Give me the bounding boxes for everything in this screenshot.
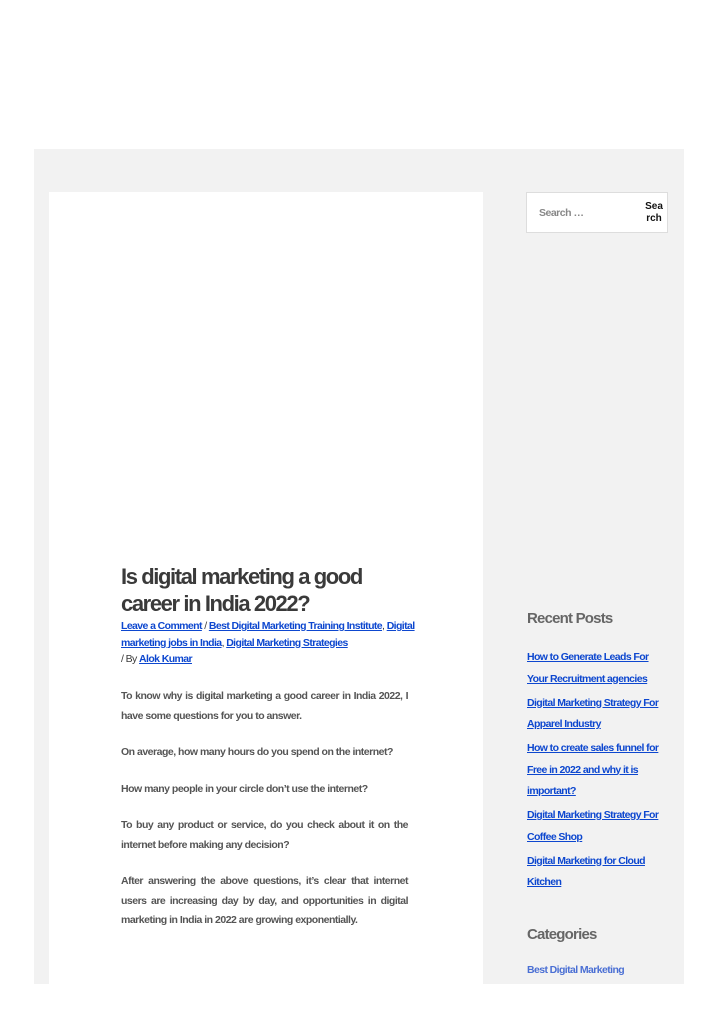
list-item	[527, 960, 624, 978]
category-link[interactable]: Best Digital Marketing	[527, 964, 625, 976]
category-link-jobs-india[interactable]: Digital marketing jobs in India	[121, 620, 415, 649]
meta-separator: /	[121, 653, 124, 665]
search-input[interactable]	[527, 193, 639, 232]
content-paragraph: After answering the above questions, it’s clear that internet users are increasing day by day, and opportunities in digital marketing in India in 2022 are growing exponentially.	[121, 875, 408, 926]
recent-post-link[interactable]: Digital Marketing Strategy For Coffee Shop	[527, 809, 659, 843]
recent-post-link[interactable]: Digital Marketing for Cloud Kitchen	[527, 854, 645, 888]
recent-posts-title: Recent Posts	[527, 610, 613, 627]
content-paragraph: On average, how many hours do you spend on the internet?	[121, 746, 393, 758]
recent-post-link[interactable]: How to Generate Leads For Your Recruitment agencies	[527, 651, 649, 685]
list-item	[527, 805, 667, 848]
recent-posts-list	[527, 647, 667, 896]
category-link-training-institute[interactable]: Best Digital Marketing Training Institute	[208, 620, 383, 632]
content-paragraph: How many people in your circle don’t use the internet?	[121, 782, 368, 795]
post-title: Is digital marketing a good career in India 2022?	[121, 564, 362, 616]
category-link-strategies[interactable]: Digital Marketing Strategies	[226, 636, 348, 649]
content-paragraph: To know why is digital marketing a good career in India 2022, I have some questions for you to answer.	[121, 690, 408, 722]
post-content	[121, 687, 408, 948]
categories-list	[527, 960, 624, 978]
recent-post-link[interactable]: Digital Marketing Strategy For Apparel Industry	[527, 696, 659, 730]
post-meta: Leave a Comment / Best Digital Marketing Training Institute, Digital marketing jobs in India, Digital Marketing Strategies / By Alok Kumar	[121, 620, 415, 665]
list-item	[527, 851, 667, 894]
byline-label: By	[125, 653, 137, 665]
author-link[interactable]: Alok Kumar	[139, 653, 192, 665]
meta-separator: /	[204, 620, 207, 632]
recent-post-link[interactable]: How to create sales funnel for Free in 2022 and why it is important?	[527, 742, 659, 797]
categories-title: Categories	[527, 926, 597, 943]
content-paragraph: To buy any product or service, do you check about it on the internet before making any decision?	[121, 819, 408, 851]
list-item	[527, 693, 667, 736]
leave-comment-link[interactable]: Leave a Comment	[121, 620, 202, 632]
list-item	[527, 738, 667, 803]
list-item	[527, 647, 667, 690]
search-button[interactable]: Search	[645, 201, 663, 224]
